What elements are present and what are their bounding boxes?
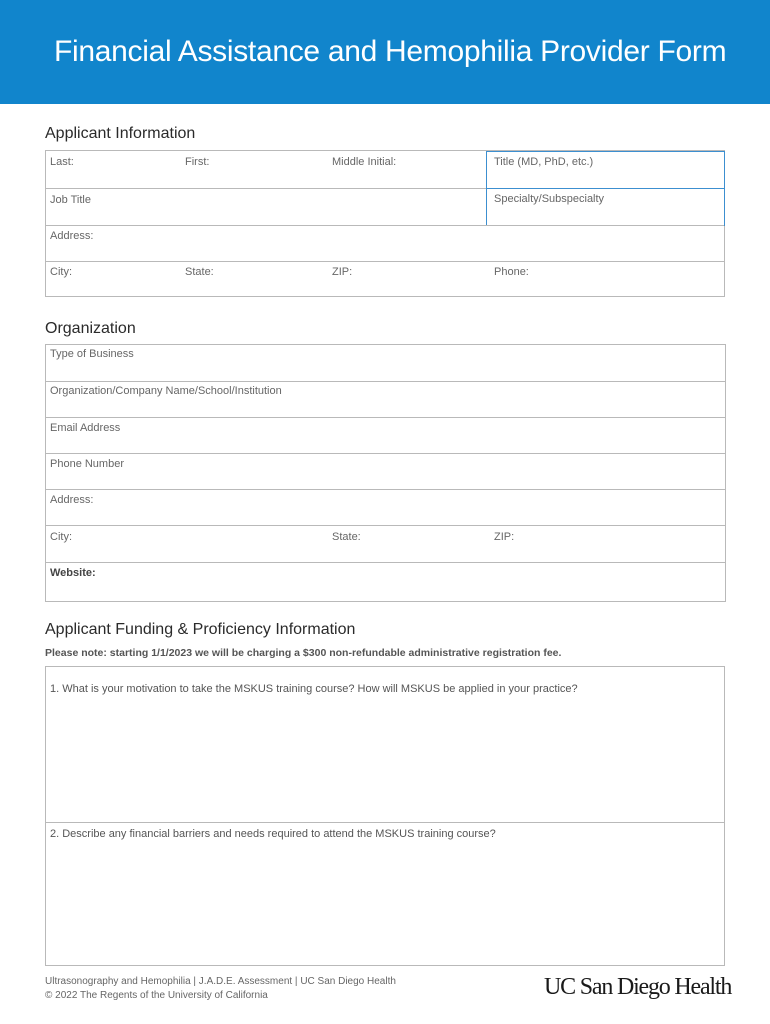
org-row-address[interactable] — [46, 489, 725, 526]
middle-initial-label: Middle Initial: — [332, 156, 397, 168]
zip-label: ZIP: — [332, 266, 353, 278]
type-of-business-label: Type of Business — [50, 348, 134, 360]
applicant-row-job — [46, 188, 724, 226]
professional-title-label: Title (MD, PhD, etc.) — [494, 156, 594, 168]
job-title-label: Job Title — [50, 194, 91, 206]
org-row-email[interactable] — [46, 417, 725, 454]
org-row-website[interactable] — [46, 562, 725, 603]
phone-label: Phone: — [494, 266, 529, 278]
form-title: Financial Assistance and Hemophilia Provider Form — [54, 35, 727, 68]
phone-number-label: Phone Number — [50, 458, 124, 470]
header-bar — [0, 0, 770, 104]
org-row-phone[interactable] — [46, 453, 725, 490]
question-2-textarea[interactable] — [45, 822, 725, 966]
specialty-label: Specialty/Subspecialty — [494, 193, 605, 205]
funding-section-title: Applicant Funding & Proficiency Information — [45, 621, 356, 638]
org-zip-field[interactable] — [486, 526, 726, 563]
applicant-section-title: Applicant Information — [45, 125, 196, 142]
job-title-field[interactable] — [46, 189, 486, 226]
question-1-textarea[interactable] — [45, 666, 725, 823]
phone-field[interactable] — [486, 262, 725, 298]
first-name-field[interactable] — [181, 151, 329, 188]
website-label: Website: — [50, 567, 96, 579]
state-label: State: — [185, 266, 214, 278]
first-name-label: First: — [185, 156, 210, 168]
last-name-field[interactable] — [46, 151, 181, 188]
org-city-field[interactable] — [46, 526, 329, 563]
org-zip-label: ZIP: — [494, 531, 515, 543]
uc-san-diego-health-logo: UC San Diego Health — [544, 974, 732, 1000]
org-state-label: State: — [332, 531, 361, 543]
fee-note: Please note: starting 1/1/2023 we will be charging a $300 non-refundable administrative registration fee. — [45, 647, 562, 659]
org-name-label: Organization/Company Name/School/Institution — [50, 385, 282, 397]
specialty-field[interactable] — [486, 188, 725, 226]
org-state-field[interactable] — [329, 526, 486, 563]
state-field[interactable] — [181, 262, 329, 298]
org-row-city — [46, 525, 725, 563]
city-field[interactable] — [46, 262, 181, 298]
footer-line-1: Ultrasonography and Hemophilia | J.A.D.E. Assessment | UC San Diego Health — [45, 976, 396, 987]
question-1-label: 1. What is your motivation to take the MSKUS training course? How will MSKUS be applied in your practice? — [50, 683, 578, 695]
question-2-label: 2. Describe any financial barriers and needs required to attend the MSKUS training course? — [50, 828, 496, 840]
email-label: Email Address — [50, 422, 121, 434]
address-label: Address: — [50, 230, 94, 242]
org-row-business[interactable] — [46, 345, 725, 381]
organization-section-title: Organization — [45, 320, 136, 337]
applicant-row-address — [46, 225, 724, 262]
org-row-name[interactable] — [46, 381, 725, 418]
zip-field[interactable] — [329, 262, 486, 298]
middle-initial-field[interactable] — [329, 151, 486, 188]
address-field[interactable] — [46, 226, 725, 262]
org-address-label: Address: — [50, 494, 94, 506]
applicant-row-city — [46, 261, 724, 298]
last-name-label: Last: — [50, 156, 74, 168]
city-label: City: — [50, 266, 72, 278]
applicant-row-name — [46, 151, 724, 188]
organization-grid — [45, 344, 726, 602]
org-city-label: City: — [50, 531, 72, 543]
professional-title-field[interactable] — [486, 151, 725, 189]
footer-line-2: © 2022 The Regents of the University of California — [45, 990, 268, 1001]
applicant-grid — [45, 150, 725, 297]
